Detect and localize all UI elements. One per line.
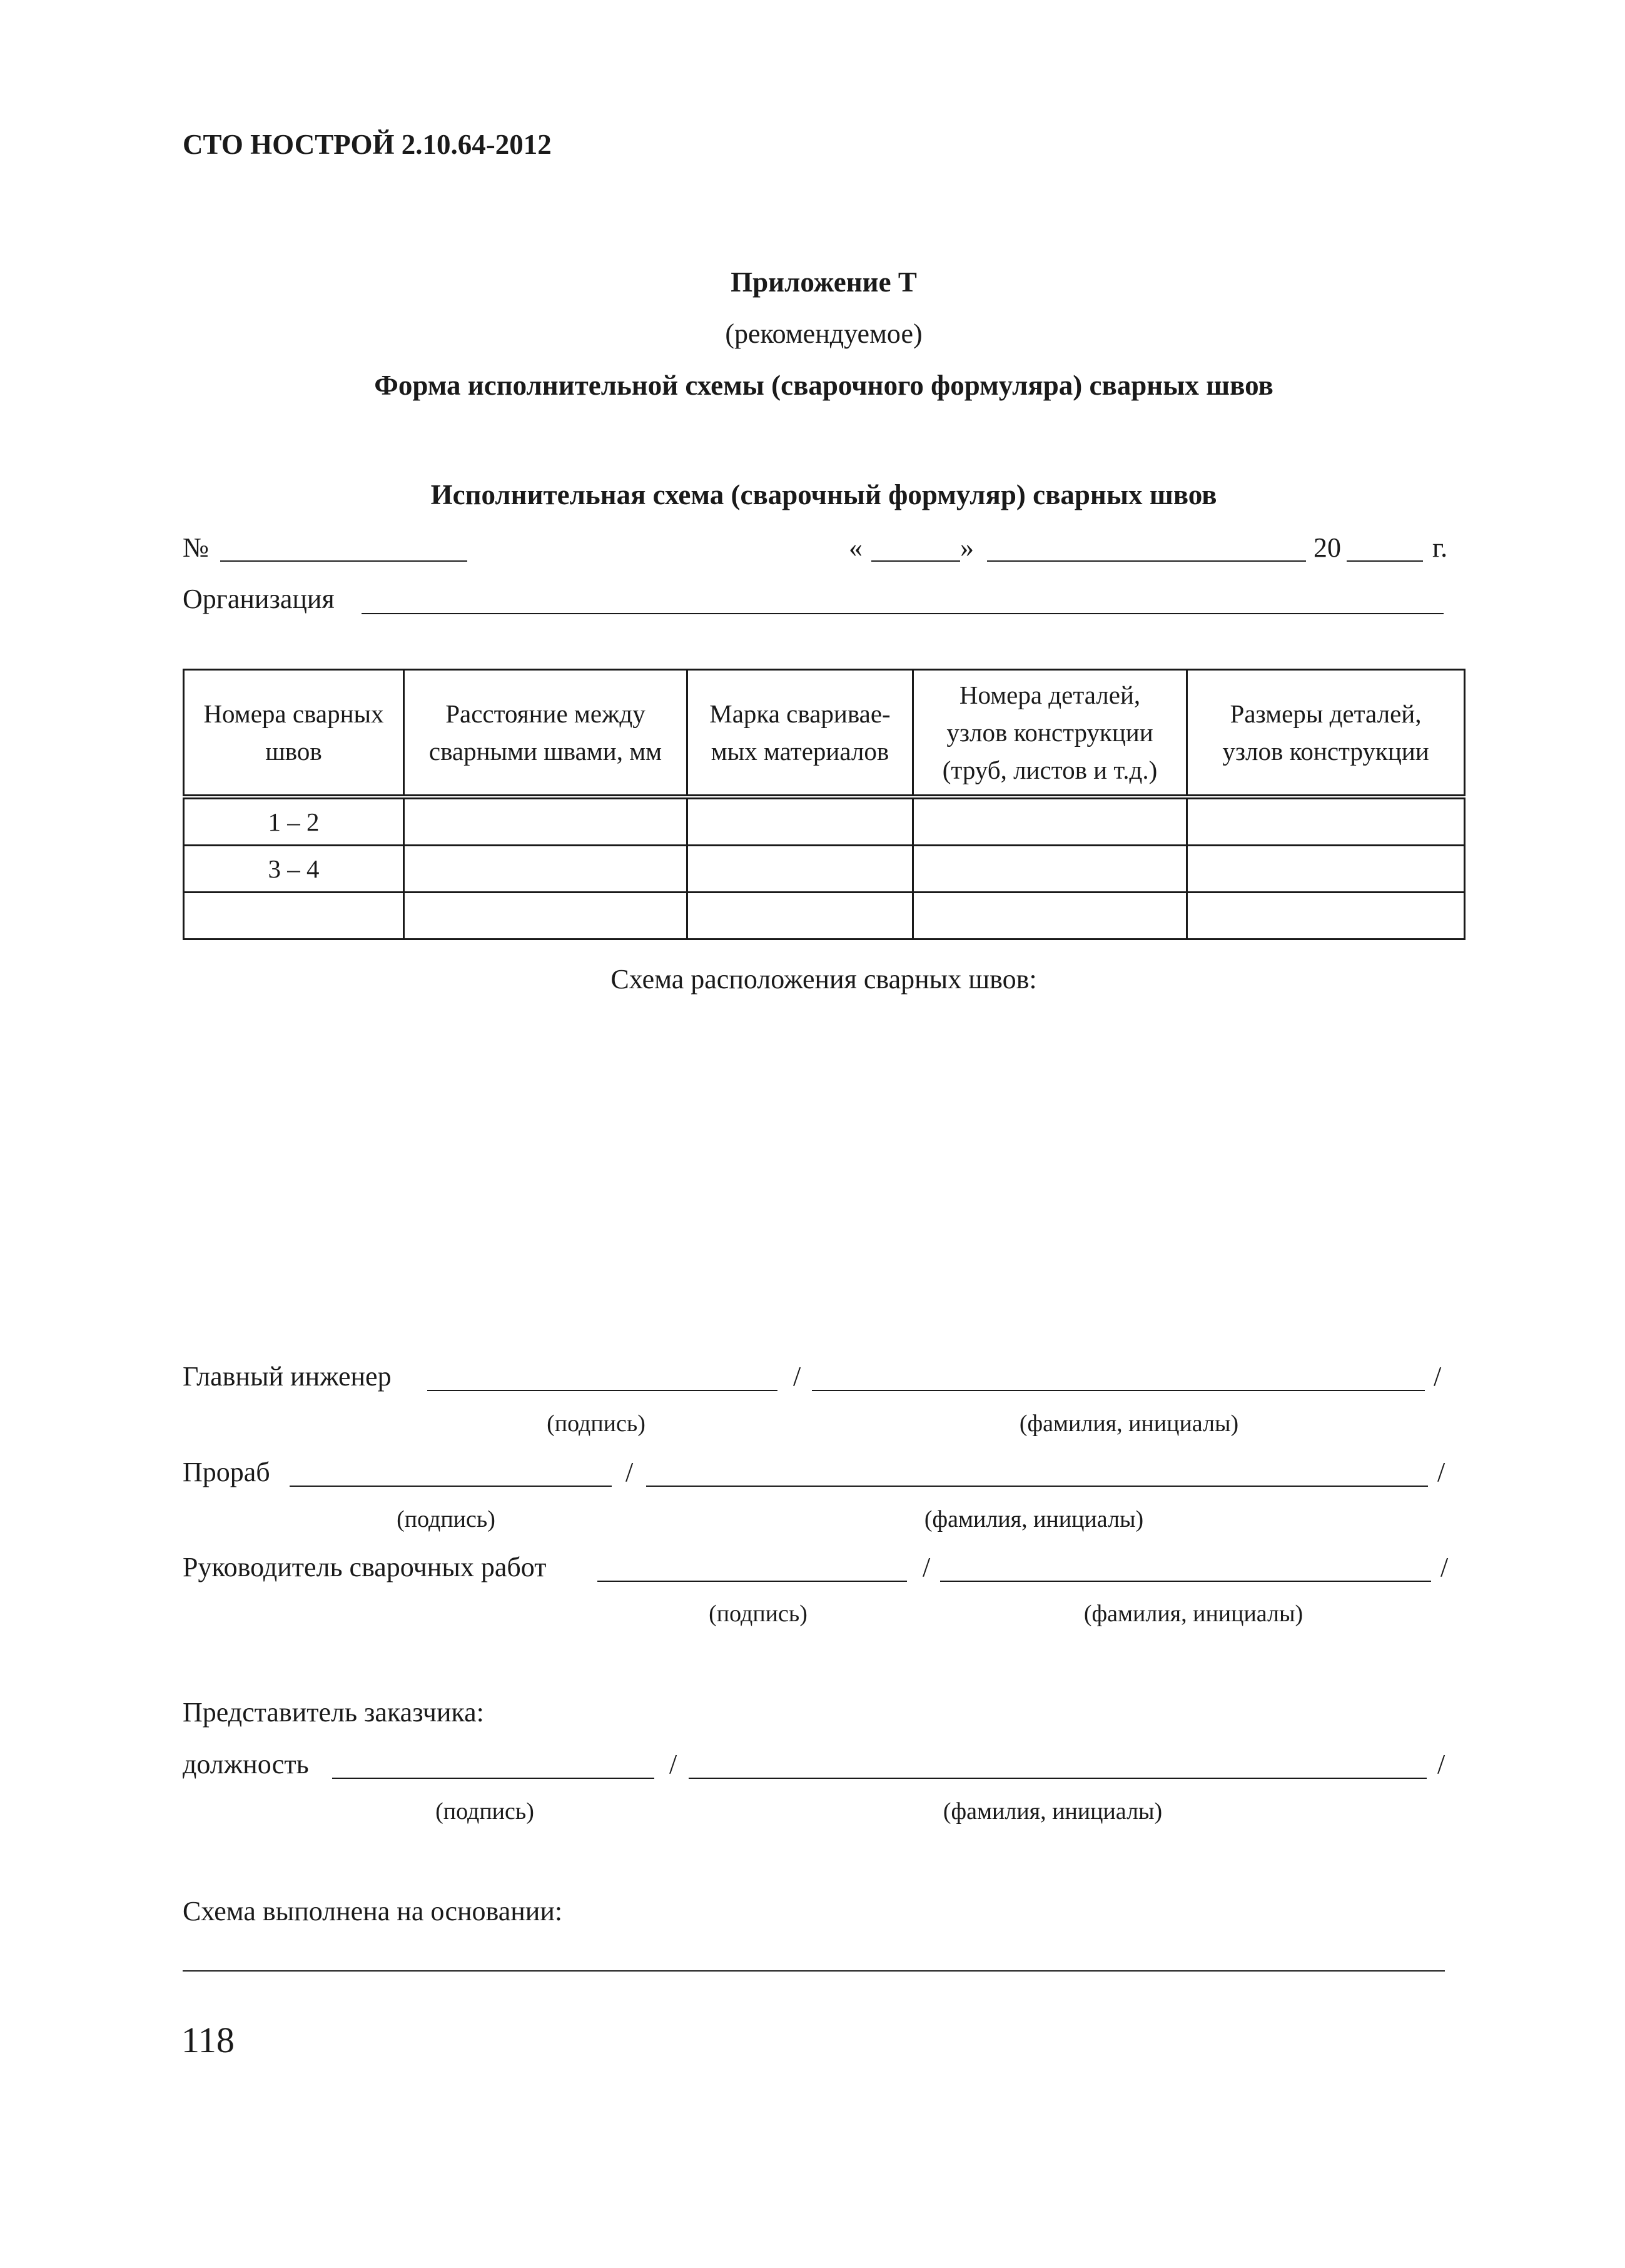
appendix-status: (рекомендуемое): [725, 318, 923, 349]
date-close-quote: »: [960, 532, 974, 563]
welding-manager-signature-field[interactable]: [597, 1581, 907, 1582]
name-caption: (фамилия, инициалы): [1019, 1410, 1239, 1437]
signature-caption: (подпись): [547, 1410, 645, 1437]
table-cell[interactable]: [1187, 846, 1465, 893]
basis-label: Схема выполнена на основании:: [183, 1896, 563, 1926]
appendix-subtitle: Форма исполнительной схемы (сварочного формуляра) сварных швов: [374, 370, 1273, 401]
welding-manager-label: Руководитель сварочных работ: [183, 1552, 547, 1582]
table-cell[interactable]: [1187, 797, 1465, 846]
table-cell: 1 – 2: [184, 797, 404, 846]
table-cell[interactable]: [687, 797, 913, 846]
year-suffix: г.: [1432, 532, 1448, 563]
basis-field[interactable]: [183, 1970, 1445, 1972]
foreman-signature-field[interactable]: [290, 1486, 612, 1487]
position-name-field[interactable]: [689, 1778, 1427, 1779]
table-cell[interactable]: [913, 846, 1187, 893]
appendix-title: Приложение Т: [731, 266, 917, 298]
name-caption: (фамилия, инициалы): [1083, 1601, 1304, 1627]
table-header-cell: Расстояние между сварными швами, мм: [404, 670, 687, 797]
page-number: 118: [181, 2020, 235, 2060]
organization-label: Организация: [183, 584, 335, 614]
table-cell[interactable]: [1187, 893, 1465, 939]
table-row: [184, 846, 1465, 893]
scheme-label: Схема расположения сварных швов:: [610, 964, 1037, 995]
welding-manager-name-field[interactable]: [940, 1581, 1431, 1582]
table-header-cell: Номера деталей, узлов конструкции (труб, листов и т.д.): [913, 670, 1187, 797]
date-day-field[interactable]: [871, 560, 960, 562]
table-row: [184, 893, 1465, 939]
number-label: №: [183, 532, 209, 563]
position-signature-field[interactable]: [332, 1778, 654, 1779]
name-caption: (фамилия, инициалы): [924, 1506, 1144, 1532]
slash: /: [625, 1457, 634, 1487]
slash: /: [1437, 1749, 1445, 1779]
name-caption: (фамилия, инициалы): [943, 1798, 1163, 1825]
signature-caption: (подпись): [435, 1798, 534, 1825]
slash: /: [1434, 1361, 1442, 1392]
chief-engineer-name-field[interactable]: [812, 1390, 1425, 1391]
table-cell[interactable]: [404, 846, 687, 893]
table-header-cell: Марка сваривае- мых материалов: [687, 670, 913, 797]
slash: /: [1437, 1457, 1445, 1487]
slash: /: [1440, 1552, 1449, 1582]
signature-caption: (подпись): [397, 1506, 495, 1532]
date-open-quote: «: [849, 532, 863, 563]
slash: /: [793, 1361, 801, 1392]
table-cell[interactable]: [687, 846, 913, 893]
table-header-cell: Размеры деталей, узлов конструкции: [1187, 670, 1465, 797]
signature-caption: (подпись): [709, 1601, 807, 1627]
table-row: [184, 797, 1465, 846]
foreman-label: Прораб: [183, 1457, 270, 1487]
organization-field[interactable]: [362, 613, 1444, 614]
table-cell[interactable]: [404, 893, 687, 939]
table-cell[interactable]: [913, 797, 1187, 846]
slash: /: [669, 1749, 677, 1779]
position-label: должность: [183, 1749, 309, 1779]
table-cell[interactable]: [687, 893, 913, 939]
table-header-cell: Номера сварных швов: [184, 670, 404, 797]
year-prefix: 20: [1314, 532, 1341, 563]
table-header-row: [184, 670, 1465, 797]
table-cell[interactable]: [913, 893, 1187, 939]
slash: /: [923, 1552, 931, 1582]
standard-code: СТО НОСТРОЙ 2.10.64-2012: [183, 129, 552, 160]
foreman-name-field[interactable]: [646, 1486, 1428, 1487]
date-month-field[interactable]: [987, 560, 1306, 562]
table-cell[interactable]: [404, 797, 687, 846]
table-cell: 3 – 4: [184, 846, 404, 893]
date-year-field[interactable]: [1347, 560, 1423, 562]
form-title: Исполнительная схема (сварочный формуляр) сварных швов: [430, 479, 1217, 510]
number-field[interactable]: [220, 560, 467, 562]
weld-table: [183, 669, 1466, 940]
customer-rep-label: Представитель заказчика:: [183, 1697, 484, 1728]
chief-engineer-label: Главный инженер: [183, 1361, 392, 1392]
table-cell[interactable]: [184, 893, 404, 939]
chief-engineer-signature-field[interactable]: [427, 1390, 777, 1391]
